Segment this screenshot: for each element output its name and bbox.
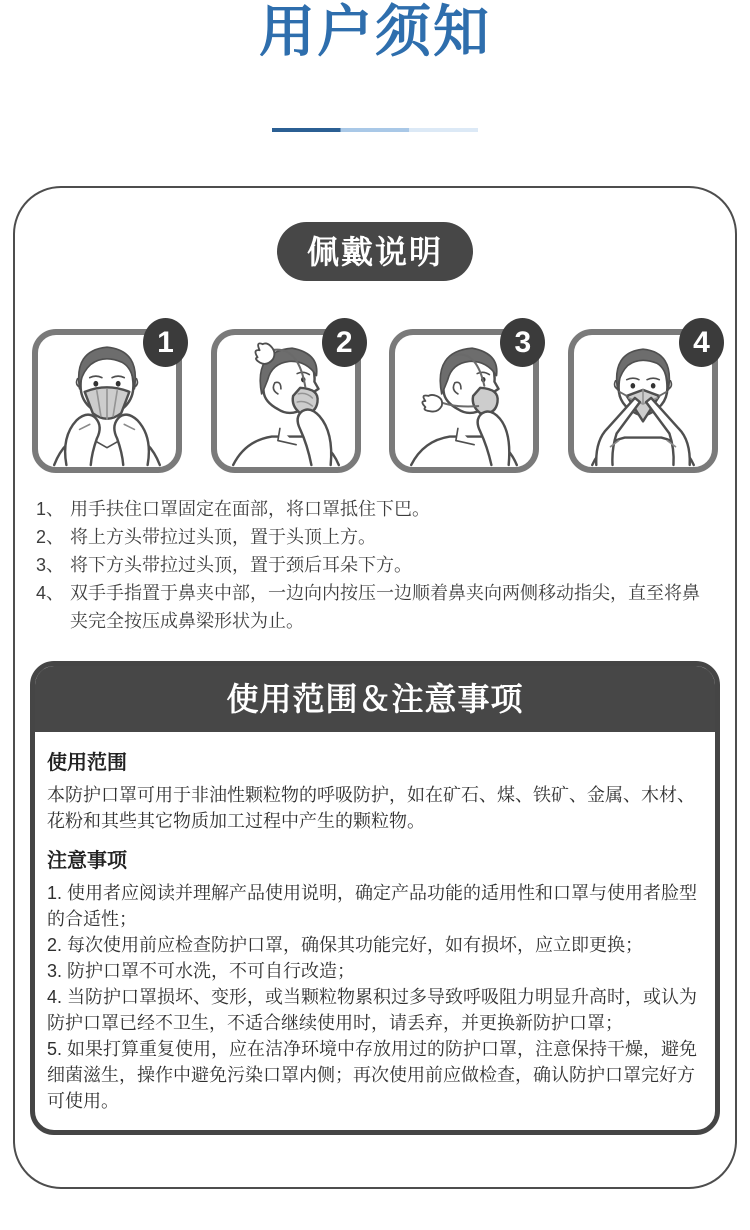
usage-notice-box [30, 661, 720, 1135]
instruction-item [36, 495, 714, 523]
step-panel-4 [568, 325, 718, 473]
step-number-badge: 1 [143, 318, 188, 367]
wearing-instructions-badge: 佩戴说明 [277, 222, 473, 281]
step-panel-3 [389, 325, 539, 473]
step-number-badge: 4 [679, 318, 724, 367]
step-panel-2 [211, 325, 361, 473]
caution-item: 3. 防护口罩不可水洗，不可自行改造； [47, 961, 356, 982]
instruction-text: 将上方头带拉过头顶，置于头顶上方。 [70, 527, 376, 548]
scope-of-use-text: 本防护口罩可用于非油性颗粒物的呼吸防护，如在矿石、煤、铁矿、金属、木材、花粉和其些其它物质加工过程中产生的颗粒物。 [47, 785, 695, 832]
step-number-badge: 3 [500, 318, 545, 367]
instruction-text: 双手手指置于鼻夹中部，一边向内按压一边顺着鼻夹向两侧移动指尖，直至将鼻夹完全按压成鼻梁形状为止。 [70, 583, 700, 632]
notice-header: 使用范围＆注意事项 [35, 666, 715, 732]
step-panel-1 [32, 325, 182, 473]
instruction-marker: 3、 [36, 555, 65, 576]
wearing-instruction-list [30, 495, 720, 635]
caution-item: 5. 如果打算重复使用，应在洁净环境中存放用过的防护口罩，注意保持干燥，避免细菌滋生，操作中避免污染口罩内侧；再次使用前应做检查，确认防护口罩完好方可使用。 [47, 1039, 698, 1112]
instruction-item [36, 523, 714, 551]
instruction-marker: 1、 [36, 499, 65, 520]
notice-body [35, 732, 715, 1130]
title-divider-bar [272, 128, 478, 132]
instruction-text: 用手扶住口罩固定在面部，将口罩抵住下巴。 [70, 499, 430, 520]
scope-of-use-title: 使用范围 [47, 752, 127, 775]
instruction-marker: 2、 [36, 527, 65, 548]
caution-item: 2. 每次使用前应检查防护口罩，确保其功能完好，如有损坏，应立即更换； [47, 935, 644, 956]
user-notice-card [13, 186, 737, 1189]
instruction-item [36, 551, 714, 579]
caution-item: 4. 当防护口罩损坏、变形，或当颗粒物累积过多导致呼吸阻力明显升高时，或认为防护口罩已经不卫生，不适合继续使用时，请丢弃，并更换新防护口罩； [47, 987, 698, 1034]
step-number-badge: 2 [322, 318, 367, 367]
wearing-steps-row [30, 325, 720, 473]
instruction-text: 将下方头带拉过头顶，置于颈后耳朵下方。 [70, 555, 412, 576]
instruction-marker: 4、 [36, 583, 65, 604]
cautions-title: 注意事项 [47, 850, 127, 873]
caution-item: 1. 使用者应阅读并理解产品使用说明，确定产品功能的适用性和口罩与使用者脸型的合适性； [47, 883, 698, 930]
cautions-list [47, 880, 703, 1114]
instruction-item [36, 579, 714, 635]
page-title: 用户须知 [259, 0, 491, 63]
